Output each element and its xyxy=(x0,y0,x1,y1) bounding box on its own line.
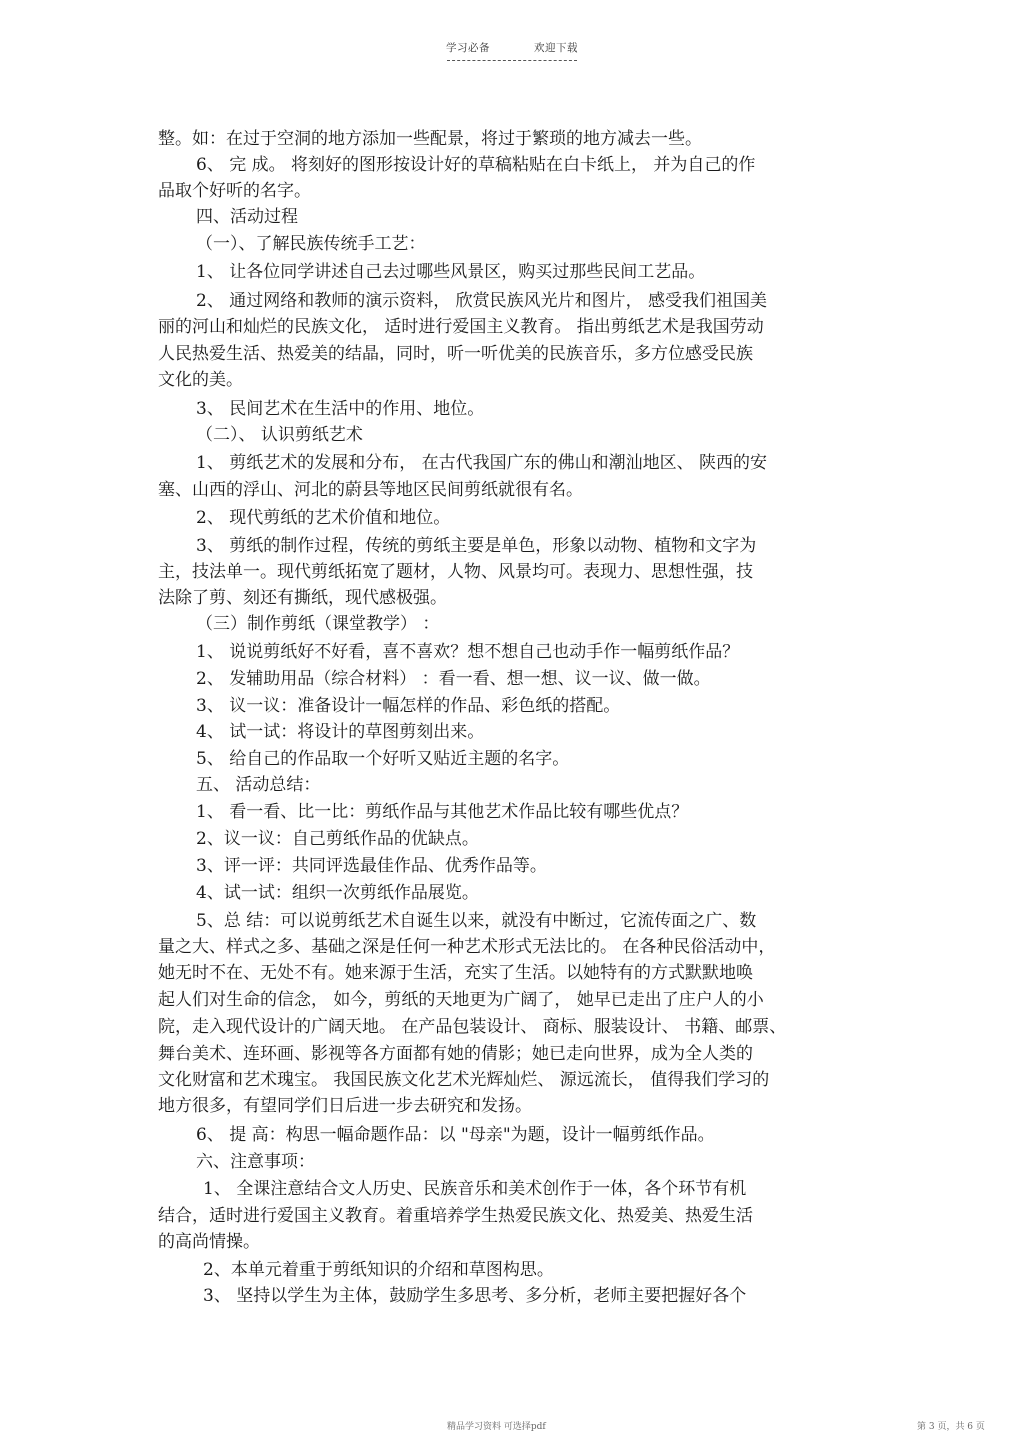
text-line: 文化财富和艺术瑰宝。 我国民族文化艺术光辉灿烂、 源远流长， 值得我们学习的 xyxy=(158,1070,770,1090)
text-line: 2、 通过网络和教师的演示资料， 欣赏民族风光片和图片， 感受我们祖国美 xyxy=(196,291,768,311)
text-line: 3、 议一议：准备设计一幅怎样的作品、彩色纸的搭配。 xyxy=(196,696,621,716)
subsection-heading: （三）制作剪纸（课堂教学） ： xyxy=(196,614,440,634)
section-heading: 四、活动过程 xyxy=(196,207,298,227)
header-right-text: 欢迎下载 xyxy=(534,42,578,54)
text-line: 1、 剪纸艺术的发展和分布， 在古代我国广东的佛山和潮汕地区、 陕西的安 xyxy=(196,453,768,473)
header-left-text: 学习必备 xyxy=(446,42,490,54)
text-line: 地方很多，有望同学们日后进一步去研究和发扬。 xyxy=(158,1096,532,1116)
text-line: 2、 发辅助用品（综合材料） ：看一看、想一想、议一议、做一做。 xyxy=(196,669,711,689)
text-line: 1、 说说剪纸好不好看，喜不喜欢？想不想自己也动手作一幅剪纸作品？ xyxy=(196,642,740,662)
subsection-heading: （一）、了解民族传统手工艺： xyxy=(196,234,426,254)
text-line: 3、 坚持以学生为主体，鼓励学生多思考、多分析，老师主要把握好各个 xyxy=(203,1286,747,1306)
text-line: 整。如：在过于空洞的地方添加一些配景，将过于繁琐的地方减去一些。 xyxy=(158,129,702,149)
section-heading: 六、注意事项： xyxy=(196,1152,315,1172)
text-line: 2、 现代剪纸的艺术价值和地位。 xyxy=(196,508,451,528)
text-line: 塞、山西的浮山、河北的蔚县等地区民间剪纸就很有名。 xyxy=(158,480,583,500)
text-line: 人民热爱生活、热爱美的结晶，同时，听一听优美的民族音乐，多方位感受民族 xyxy=(158,344,753,364)
text-line: 主，技法单一。现代剪纸拓宽了题材，人物、风景均可。表现力、思想性强，技 xyxy=(158,562,753,582)
text-line: 5、 给自己的作品取一个好听又贴近主题的名字。 xyxy=(196,749,570,769)
text-line: 6、 提 高：构思一幅命题作品：以 "母亲"为题，设计一幅剪纸作品。 xyxy=(196,1125,715,1145)
text-line: 3、 剪纸的制作过程，传统的剪纸主要是单色，形象以动物、植物和文字为 xyxy=(196,536,757,556)
subsection-heading: （二）、 认识剪纸艺术 xyxy=(196,425,363,445)
text-line: 1、 全课注意结合文人历史、民族音乐和美术创作于一体，各个环节有机 xyxy=(203,1179,747,1199)
text-line: 量之大、样式之多、基础之深是任何一种艺术形式无法比的。 在各种民俗活动中， xyxy=(158,937,776,957)
text-line: 舞台美术、连环画、影视等各方面都有她的倩影；她已走向世界，成为全人类的 xyxy=(158,1044,753,1064)
text-line: 1、 让各位同学讲述自己去过哪些风景区，购买过那些民间工艺品。 xyxy=(196,262,706,282)
text-line: 3、 民间艺术在生活中的作用、地位。 xyxy=(196,399,485,419)
text-line: 文化的美。 xyxy=(158,370,243,390)
text-line: 2、本单元着重于剪纸知识的介绍和草图构思。 xyxy=(203,1260,554,1280)
text-line: 院，走入现代设计的广阔天地。 在产品包装设计、 商标、服装设计、 书籍、邮票、 xyxy=(158,1017,787,1037)
text-line: 的高尚情操。 xyxy=(158,1232,260,1252)
text-line: 6、 完 成。 将刻好的图形按设计好的草稿粘贴在白卡纸上， 并为自己的作 xyxy=(196,155,756,175)
footer-left-text: 精品学习资料 可选择pdf xyxy=(447,1422,546,1432)
text-line: 法除了剪、刻还有撕纸，现代感极强。 xyxy=(158,588,447,608)
section-heading: 五、 活动总结： xyxy=(196,775,321,795)
text-line: 2、议一议：自己剪纸作品的优缺点。 xyxy=(196,829,479,849)
text-line: 5、总 结：可以说剪纸艺术自诞生以来，就没有中断过，它流传面之广、数 xyxy=(196,911,757,931)
text-line: 品取个好听的名字。 xyxy=(158,181,311,201)
text-line: 3、评一评：共同评选最佳作品、优秀作品等。 xyxy=(196,856,547,876)
footer-page-number: 第 3 页，共 6 页 xyxy=(917,1422,985,1432)
text-line: 1、 看一看、比一比：剪纸作品与其他艺术作品比较有哪些优点？ xyxy=(196,802,689,822)
text-line: 4、试一试：组织一次剪纸作品展览。 xyxy=(196,883,479,903)
text-line: 丽的河山和灿烂的民族文化， 适时进行爱国主义教育。 指出剪纸艺术是我国劳动 xyxy=(158,317,764,337)
text-line: 她无时不在、无处不有。她来源于生活，充实了生活。以她特有的方式默默地唤 xyxy=(158,963,753,983)
text-line: 4、 试一试：将设计的草图剪刻出来。 xyxy=(196,722,485,742)
text-line: 结合，适时进行爱国主义教育。着重培养学生热爱民族文化、热爱美、热爱生活 xyxy=(158,1206,753,1226)
text-line: 起人们对生命的信念， 如今，剪纸的天地更为广阔了， 她早已走出了庄户人的小 xyxy=(158,990,764,1010)
